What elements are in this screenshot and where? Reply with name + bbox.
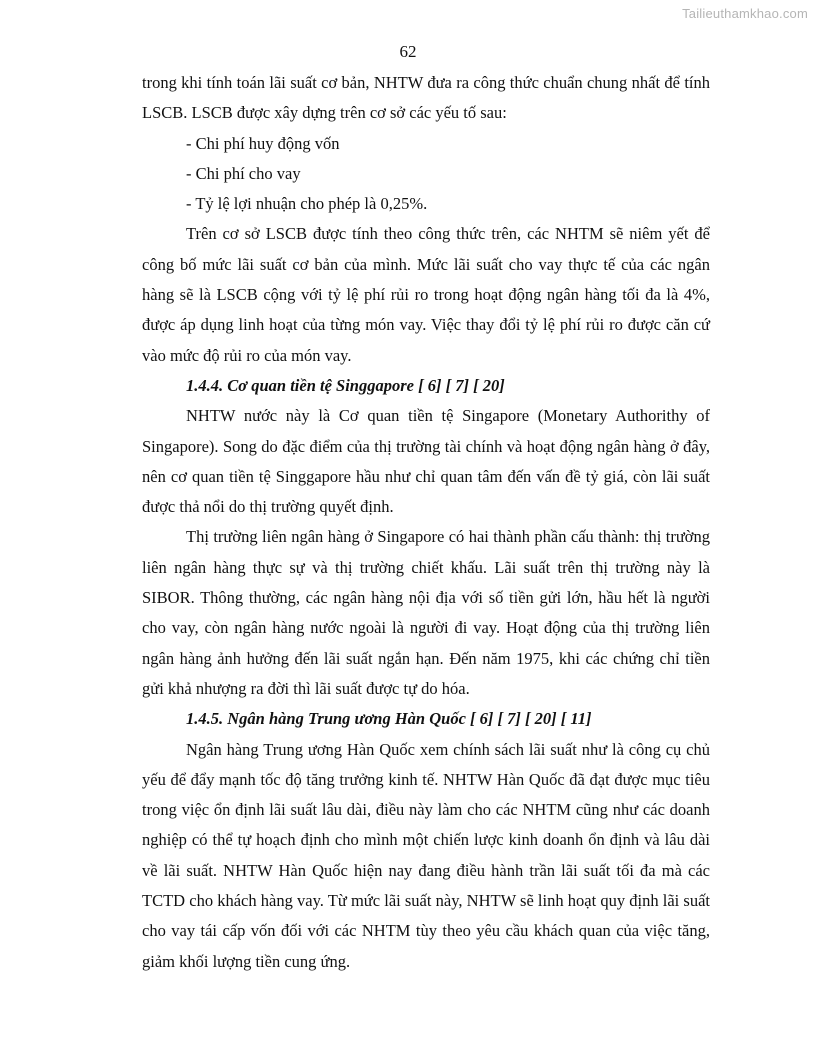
paragraph: trong khi tính toán lãi suất cơ bản, NHTW đưa ra công thức chuẩn chung nhất để tính LSCB. LSCB được xây dựng trên cơ sở các yếu tố sau: [142, 73, 710, 123]
section-heading: 1.4.4. Cơ quan tiền tệ Singgapore [ 6] [ 7] [ 20] [186, 375, 505, 395]
document-body [142, 68, 710, 977]
paragraph: Trên cơ sở LSCB được tính theo công thức trên, các NHTM sẽ niêm yết để công bố mức lãi suất cơ bản của mình. Mức lãi suất cho vay thực tế của các ngân hàng sẽ là LSCB cộng với tỷ lệ phí rủi ro trong hoạt động ngân hàng tối đa là 4%, được áp dụng linh hoạt của từng món vay. Việc thay đổi tỷ lệ phí rủi ro được căn cứ vào mức độ rủi ro của món vay. [142, 224, 710, 365]
page-number: 62 [399, 42, 417, 61]
paragraph: NHTW nước này là Cơ quan tiền tệ Singapore (Monetary Authorithy of Singapore). Song do đặc điểm của thị trường tài chính và hoạt động ngân hàng ở đây, nên cơ quan tiền tệ Singgapore hầu như chỉ quan tâm đến vấn đề tỷ giá, còn lãi suất được thả nổi do thị trường quyết định. [142, 406, 710, 517]
paragraph: Thị trường liên ngân hàng ở Singapore có hai thành phần cấu thành: thị trường liên ngân hàng thực sự và thị trường chiết khấu. Lãi suất trên thị trường này là SIBOR. Thông thường, các ngân hàng nội địa với số tiền gửi lớn, hầu hết là người cho vay, còn ngân hàng nước ngoài là người đi vay. Hoạt động của thị trường liên ngân hàng ảnh hưởng đến lãi suất ngắn hạn. Đến năm 1975, khi các chứng chỉ tiền gửi khả nhượng ra đời thì lãi suất được tự do hóa. [142, 527, 710, 698]
section-heading: 1.4.5. Ngân hàng Trung ương Hàn Quốc [ 6] [ 7] [ 20] [ 11] [186, 709, 592, 729]
watermark: Tailieuthamkhao.com [682, 6, 808, 21]
paragraph: Ngân hàng Trung ương Hàn Quốc xem chính sách lãi suất như là công cụ chủ yếu để đẩy mạnh tốc độ tăng trưởng kinh tế. NHTW Hàn Quốc đã đạt được mục tiêu trong việc ổn định lãi suất lâu dài, điều này làm cho các NHTM cũng như các doanh nghiệp có thể tự hoạch định cho mình một chiến lược kinh doanh ổn định và lâu dài về lãi suất. NHTW Hàn Quốc hiện nay đang điều hành trần lãi suất tối đa mà các TCTD cho khách hàng vay. Từ mức lãi suất này, NHTW sẽ linh hoạt quy định lãi suất cho vay tái cấp vốn đối với các NHTM tùy theo yêu cầu khách quan của việc tăng, giảm khối lượng tiền cung ứng. [142, 739, 710, 971]
list-item: - Chi phí cho vay [186, 163, 301, 183]
list-item: - Chi phí huy động vốn [186, 133, 340, 153]
list-item: - Tỷ lệ lợi nhuận cho phép là 0,25%. [186, 194, 428, 214]
